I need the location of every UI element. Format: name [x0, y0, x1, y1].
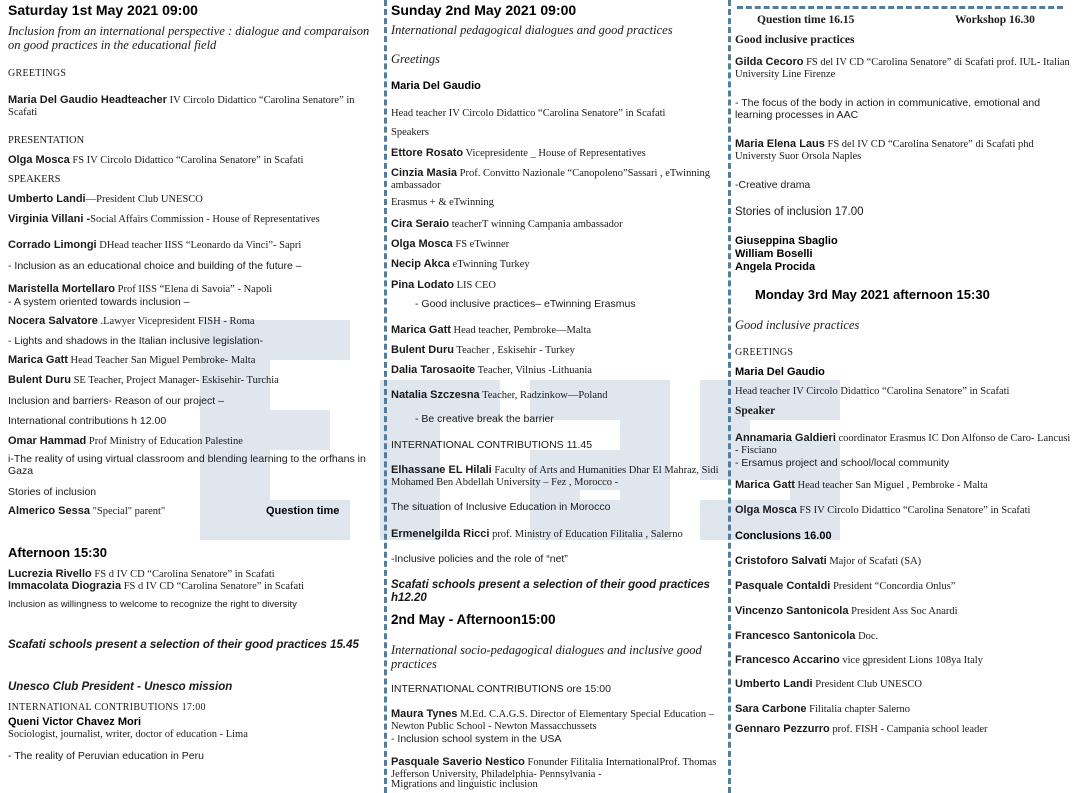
speaker-entry: Natalia Szczesna Teacher, Radzinkow—Poland	[391, 389, 608, 401]
speaker-entry: Annamaria Galdieri coordinator Erasmus IC Don Alfonso de Caro- Lancusi - Fisciano	[735, 432, 1071, 457]
talk-title: -Inclusive policies and the role of “net”	[391, 553, 568, 565]
section-stories: Stories of inclusion 17.00	[735, 206, 864, 218]
section-international: INTERNATIONAL CONTRIBUTIONS ore 15:00	[391, 683, 611, 695]
section-greetings: GREETINGS	[8, 68, 67, 79]
speaker-entry: Corrado Limongi DHead teacher IISS “Leonardo da Vinci”- Sapri	[8, 239, 302, 251]
section-greetings: Greetings	[391, 52, 440, 66]
speaker-entry: Cira Seraio teacherT winning Campania ambassador	[391, 218, 623, 230]
speaker-entry: Sara Carbone Filitalia chapter Salerno	[735, 703, 911, 715]
speaker-entry: Olga Mosca FS IV Circolo Didattico “Carolina Senatore” in Scafati	[735, 504, 1031, 516]
talk-title: - Good inclusive practices– eTwinning Erasmus	[415, 298, 636, 310]
talk-title: The situation of Inclusive Education in Morocco	[391, 501, 611, 513]
talk-title: - The focus of the body in action in communicative, emotional and learning processes in AAC	[735, 97, 1041, 122]
talk-title: -Creative drama	[735, 179, 811, 191]
talk-title: - Be creative break the barrier	[415, 413, 554, 425]
speaker-entry: Virginia Villani -Social Affairs Commission - House of Representatives	[8, 213, 320, 225]
talk-title: - Inclusion as an educational choice and building of the future –	[8, 260, 302, 272]
scafati-schools: Scafati schools present a selection of their good practices 15.45	[8, 639, 359, 651]
section-conclusions: Conclusions 16.00	[735, 530, 832, 542]
section-good-practices: Good inclusive practices	[735, 318, 860, 332]
speaker-entry: Maria Del Gaudio Headteacher IV Circolo Didattico “Carolina Senatore” in Scafati	[8, 94, 355, 119]
talk-title: - Ersamus project and school/local community	[735, 457, 950, 469]
speaker-name: Maria Del Gaudio	[391, 80, 481, 92]
column-saturday	[4, 0, 374, 793]
speaker-entry: Pina Lodato LIS CEO	[391, 279, 496, 291]
speaker-name: William Boselli	[735, 248, 813, 260]
speaker-entry: Ettore Rosato Vicepresidente _ House of Representatives	[391, 147, 646, 159]
speaker-entry: Dalia Tarosaoite Teacher, Vilnius -Lithuania	[391, 364, 592, 376]
session-afternoon: 2nd May - Afternoon15:00	[391, 612, 556, 627]
section-presentation: PRESENTATION	[8, 135, 85, 146]
talk-title: Inclusion and barriers- Reason of our project –	[8, 395, 224, 407]
section-greetings: GREETINGS	[735, 347, 794, 358]
speaker-entry: Marica Gatt Head teacher, Pembroke—Malta	[391, 324, 592, 336]
column-sunday	[384, 0, 729, 793]
section-speakers: Speakers	[391, 127, 429, 138]
speaker-entry: Nocera Salvatore .Lawyer Vicepresident FISH - Roma	[8, 315, 255, 327]
day-title: Sunday 2nd May 2021 09:00	[391, 2, 577, 18]
speaker-entry: Immacolata Diograzia FS d IV CD “Carolina Senatore” in Scafati	[8, 580, 305, 592]
speaker-entry: Bulent Duru Teacher , Eskisehir - Turkey	[391, 344, 575, 356]
section-international: INTERNATIONAL CONTRIBUTIONS 17:00	[8, 702, 206, 713]
talk-title: Erasmus + & eTwinning	[391, 197, 494, 208]
speaker-entry: Necip Akca eTwinning Turkey	[391, 258, 530, 270]
speaker-entry: Lucrezia Rivello FS d IV CD “Carolina Senatore” in Scafati	[8, 568, 275, 580]
talk-title: - A system oriented towards inclusion –	[8, 296, 190, 308]
speaker-entry: Umberto Landi President Club UNESCO	[735, 678, 923, 690]
speaker-entry: Umberto Landi—President Club UNESCO	[8, 193, 203, 205]
section-speaker: Speaker	[735, 405, 776, 417]
column-monday	[728, 0, 1077, 793]
speaker-entry: Maristella Mortellaro Prof IISS “Elena di Savoia” - Napoli	[8, 283, 273, 295]
talk-title: i-The reality of using virtual classroom and blending learning to the orfhans in Gaza	[8, 453, 366, 478]
section-speakers: SPEAKERS	[8, 174, 61, 185]
speaker-entry: Cinzia Masia Prof. Convitto Nazionale “Canopoleno”Sassari , eTwinning ambassador	[391, 167, 710, 192]
speaker-role: Sociologist, journalist, writer, doctor of education - Lima	[8, 729, 248, 740]
section-stories: Stories of inclusion	[8, 486, 97, 498]
session-theme: Inclusion from an international perspective : dialogue and comparaison on good practices in the educational field	[8, 24, 370, 53]
scafati-schools: Scafati schools present a selection of their good practices h12.20	[391, 579, 710, 605]
speaker-entry: Francesco Accarino vice gpresident Lions 108ya Italy	[735, 654, 983, 666]
speaker-entry: Ermenelgilda Ricci prof. Ministry of Education Filitalia , Salerno	[391, 528, 683, 540]
day-title: Monday 3rd May 2021 afternoon 15:30	[755, 287, 990, 302]
talk-title: - The reality of Peruvian education in Peru	[8, 750, 204, 762]
section-good-practices: Good inclusive practices	[735, 34, 855, 46]
speaker-entry: Pasquale Contaldi President “Concordia Onlus”	[735, 580, 956, 592]
speaker-entry: Maria Elena Laus FS del IV CD “Carolina Senatore” di Scafati phd Universty Suor Orsola Naples	[735, 138, 1034, 163]
session-theme: International pedagogical dialogues and good practices	[391, 23, 673, 37]
talk-title: - Inclusion school system in the USA	[391, 733, 562, 745]
speaker-entry: Cristoforo Salvati Major of Scafati (SA)	[735, 555, 922, 567]
speaker-entry: Gilda Cecoro FS del IV CD “Carolina Senatore” di Scafati prof. IUL- Italian University Line Firenze	[735, 56, 1070, 81]
speaker-name: Giuseppina Sbaglio	[735, 235, 838, 247]
top-divider	[737, 6, 1063, 9]
speaker-name: Angela Procida	[735, 261, 816, 273]
speaker-entry: Francesco Santonicola Doc.	[735, 630, 879, 642]
speaker-name: Queni Victor Chavez Mori	[8, 716, 142, 728]
speaker-name: Maria Del Gaudio	[735, 366, 825, 378]
workshop-label: Workshop 16.30	[955, 14, 1035, 26]
talk-title: Migrations and linguistic inclusion	[391, 779, 538, 790]
question-time-label: Question time	[266, 505, 340, 517]
speaker-entry: Almerico Sessa "Special" parent"	[8, 505, 166, 517]
session-theme: International socio-pedagogical dialogues and inclusive good practices	[391, 643, 702, 672]
speaker-entry: Gennaro Pezzurro prof. FISH - Campania school leader	[735, 723, 988, 735]
speaker-entry: Olga Mosca FS IV Circolo Didattico “Carolina Senatore” in Scafati	[8, 154, 304, 166]
speaker-entry: Omar Hammad Prof Ministry of Education Palestine	[8, 435, 243, 447]
speaker-role: Head teacher IV Circolo Didattico “Carolina Senatore” in Scafati	[735, 386, 1010, 397]
talk-title: - Lights and shadows in the Italian inclusive legislation-	[8, 335, 264, 347]
speaker-entry: Maura Tynes M.Ed. C.A.G.S. Director of Elementary Special Education – Newton Public School - Newton Massacchussets	[391, 708, 715, 733]
talk-title: Inclusion as willingness to welcome to recognize the right to diversity	[8, 599, 297, 610]
speaker-entry: Elhassane EL Hilali Faculty of Arts and Humanities Dhar El Mahraz, Sidi Mohamed Ben Abdellah University – Fez , Morocco -	[391, 464, 719, 489]
speaker-entry: Marica Gatt Head Teacher San Miguel Pembroke- Malta	[8, 354, 256, 366]
speaker-entry: Pasquale Saverio Nestico Fonunder Filitalia InternationalProf. Thomas Jefferson University, Philadelphia- Pennsylvania -	[391, 756, 717, 781]
speaker-entry: Marica Gatt Head teacher San Miguel , Pembroke - Malta	[735, 479, 988, 491]
session-afternoon: Afternoon 15:30	[8, 545, 107, 560]
section-international: INTERNATIONAL CONTRIBUTIONS 11.45	[391, 439, 593, 451]
day-title: Saturday 1st May 2021 09:00	[8, 2, 198, 18]
speaker-role: Head teacher IV Circolo Didattico “Carolina Senatore” in Scafati	[391, 108, 666, 119]
unesco-mission: Unesco Club President - Unesco mission	[8, 681, 233, 693]
section-international: International contributions h 12.00	[8, 415, 167, 427]
question-time-label: Question time 16.15	[757, 14, 855, 26]
speaker-entry: Olga Mosca FS eTwinner	[391, 238, 510, 250]
speaker-entry: Bulent Duru SE Teacher, Project Manager- Eskisehir- Turchia	[8, 374, 279, 386]
speaker-entry: Vincenzo Santonicola President Ass Soc Anardi	[735, 605, 958, 617]
